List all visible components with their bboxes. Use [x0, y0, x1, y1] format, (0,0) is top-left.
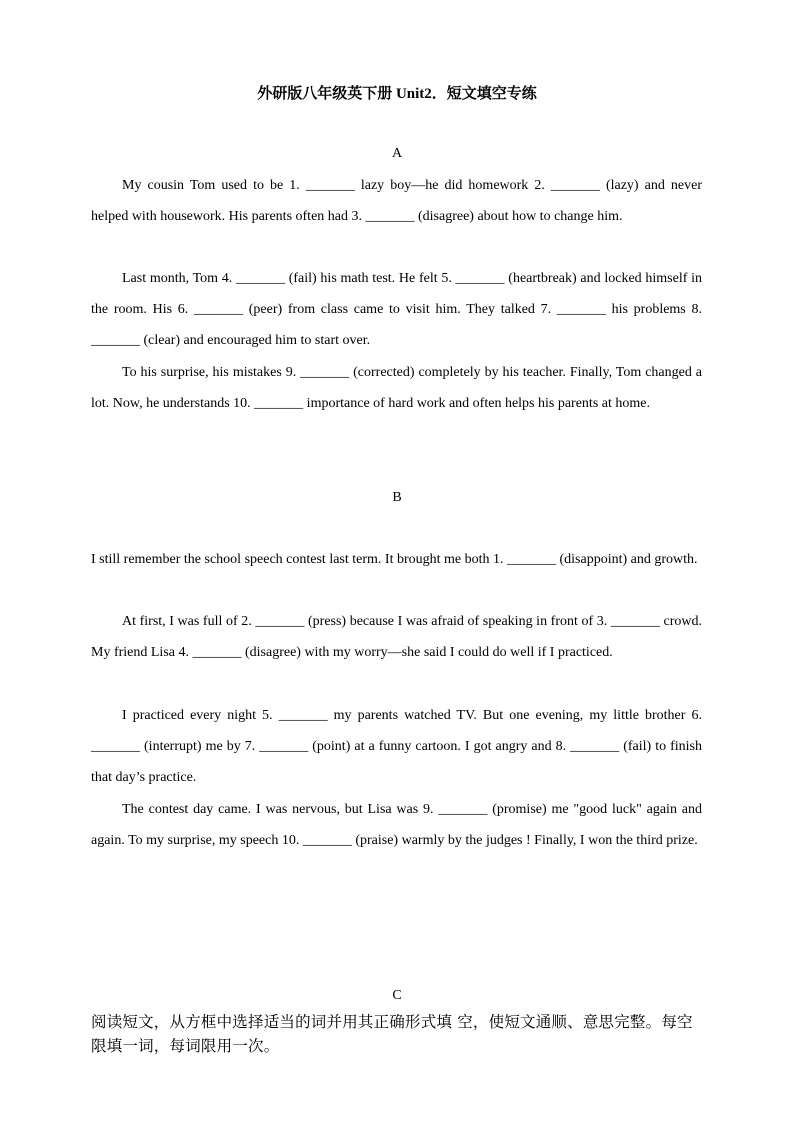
- section-b-paragraph-2: At first, I was full of 2. _______ (press) because I was afraid of speaking in front of 3. _______ crowd. My friend Lisa 4. _______ (disagree) with my worry—she said I could do well if I practiced.: [91, 614, 702, 660]
- section-b-paragraph-1: I still remember the school speech contest last term. It brought me both 1. _______ (disappoint) and growth.: [91, 552, 698, 567]
- section-b-paragraph-4: The contest day came. I was nervous, but Lisa was 9. _______ (promise) me "good luck" again and again. To my surprise, my speech 10. _______ (praise) warmly by the judges ! Finally, I won the third prize.: [91, 802, 702, 848]
- section-b-heading: B: [392, 490, 402, 505]
- section-c-heading: C: [392, 988, 402, 1003]
- section-b-paragraph-3: I practiced every night 5. _______ my parents watched TV. But one evening, my little brother 6. _______ (interrupt) me by 7. _______ (point) at a funny cartoon. I got angry and 8. _______ (fail) to finish that day’s practice.: [91, 708, 702, 785]
- section-a-heading: A: [391, 146, 403, 161]
- section-c-instruction: 阅读短文，从方框中选择适当的词并用其正确形式填 空，使短文通顺、意思完整。每空限填一词，每词限用一次。: [91, 1013, 693, 1055]
- page-title: 外研版八年级英下册 Unit2．短文填空专练: [257, 86, 537, 102]
- section-a-paragraph-2: Last month, Tom 4. _______ (fail) his math test. He felt 5. _______ (heartbreak) and locked himself in the room. His 6. _______ (peer) from class came to visit him. They talked 7. _______ his problems 8. _______ (clear) and encouraged him to start over.: [91, 271, 702, 348]
- section-a-paragraph-1: My cousin Tom used to be 1. _______ lazy boy—he did homework 2. _______ (lazy) and never helped with housework. His parents often had 3. _______ (disagree) about how to change him.: [91, 178, 702, 224]
- section-a-paragraph-3: To his surprise, his mistakes 9. _______ (corrected) completely by his teacher. Finally, Tom changed a lot. Now, he understands 10. _______ importance of hard work and often helps his parents at home.: [91, 365, 702, 411]
